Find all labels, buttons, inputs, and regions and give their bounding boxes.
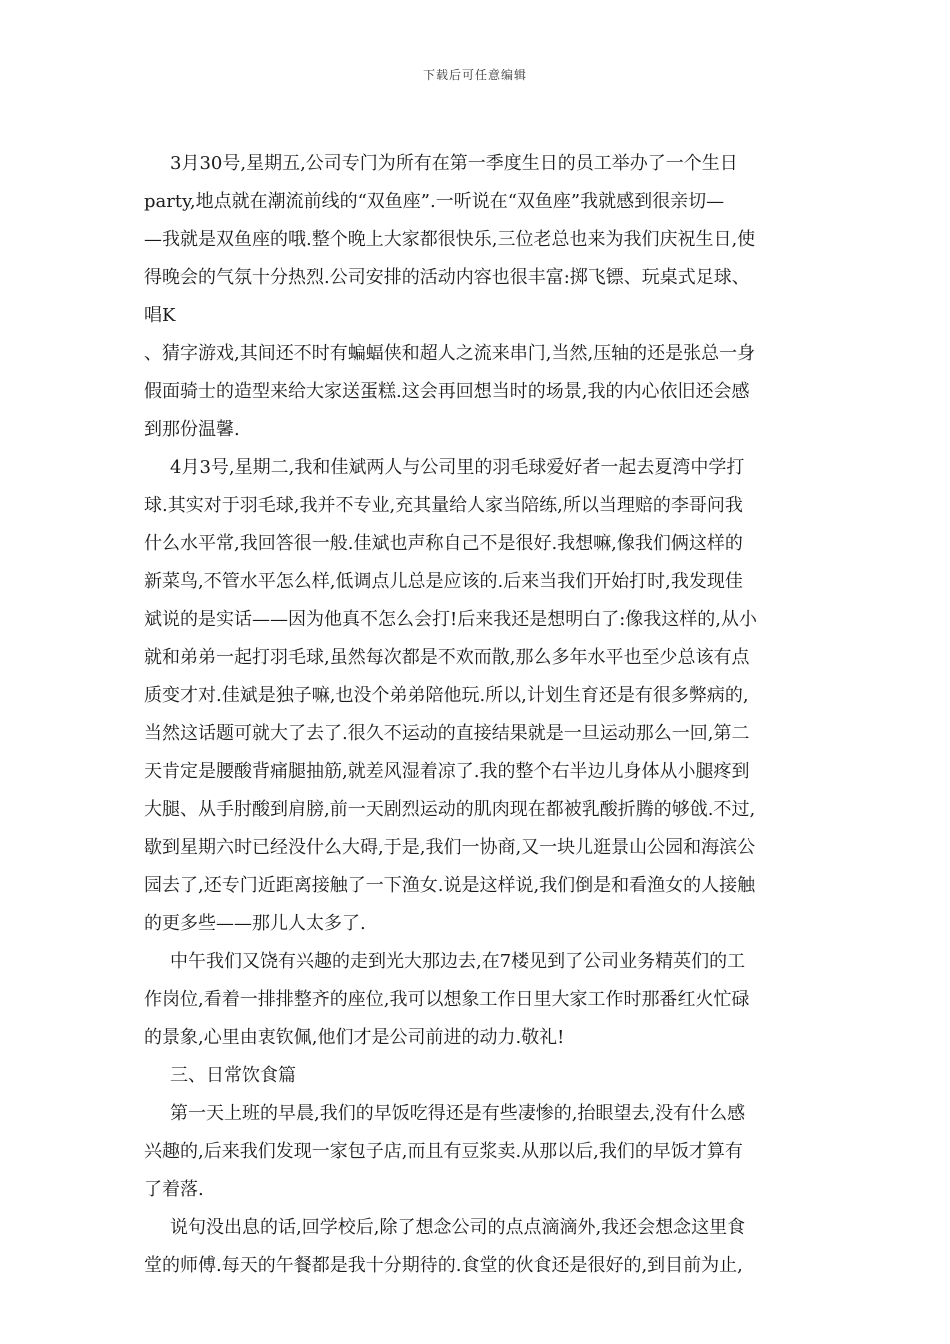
text-line: 斌说的是实话——因为他真不怎么会打!后来我还是想明白了:像我这样的,从小 xyxy=(144,609,758,630)
text-line: 球.其实对于羽毛球,我并不专业,充其量给人家当陪练,所以当理赔的李哥问我 xyxy=(144,495,743,516)
text-line: 说句没出息的话,回学校后,除了想念公司的点点滴滴外,我还会想念这里食 xyxy=(170,1217,746,1238)
text-line: 作岗位,看着一排排整齐的座位,我可以想象工作日里大家工作时那番红火忙碌 xyxy=(144,989,750,1010)
text-line: party,地点就在潮流前线的“双鱼座”.一听说在“双鱼座”我就感到很亲切— xyxy=(144,191,725,212)
text-line: 得晚会的气氛十分热烈.公司安排的活动内容也很丰富:掷飞镖、玩桌式足球、 xyxy=(144,267,750,288)
text-line: 天肯定是腰酸背痛腿抽筋,就差风湿着凉了.我的整个右半边儿身体从小腿疼到 xyxy=(144,761,750,782)
text-line: 园去了,还专门近距离接触了一下渔女.说是这样说,我们倒是和看渔女的人接触 xyxy=(144,875,756,896)
text-line: 堂的师傅.每天的午餐都是我十分期待的.食堂的伙食还是很好的,到目前为止, xyxy=(144,1255,743,1276)
text-line: 当然这话题可就大了去了.很久不运动的直接结果就是一旦运动那么一回,第二 xyxy=(144,723,750,744)
text-line: 就和弟弟一起打羽毛球,虽然每次都是不欢而散,那么多年水平也至少总该有点 xyxy=(144,647,750,668)
text-line: 中午我们又饶有兴趣的走到光大那边去,在7楼见到了公司业务精英们的工 xyxy=(170,951,746,972)
text-line: 的景象,心里由衷钦佩,他们才是公司前进的动力.敬礼! xyxy=(144,1027,565,1048)
text-line: 的更多些——那儿人太多了. xyxy=(144,913,366,934)
text-line: 大腿、从手肘酸到肩膀,前一天剧烈运动的肌肉现在都被乳酸折腾的够戗.不过, xyxy=(144,799,756,820)
document-body xyxy=(144,145,808,1285)
text-line: 了着落. xyxy=(144,1179,204,1200)
text-line: 兴趣的,后来我们发现一家包子店,而且有豆浆卖.从那以后,我们的早饭才算有 xyxy=(144,1141,743,1162)
text-line: 假面骑士的造型来给大家送蛋糕.这会再回想当时的场景,我的内心依旧还会感 xyxy=(144,381,750,402)
text-line: 歇到星期六时已经没什么大碍,于是,我们一协商,又一块儿逛景山公园和海滨公 xyxy=(144,837,756,858)
text-line: 质变才对.佳斌是独子嘛,也没个弟弟陪他玩.所以,计划生育还是有很多弊病的, xyxy=(144,685,749,706)
text-line: 3月30号,星期五,公司专门为所有在第一季度生日的员工举办了一个生日 xyxy=(170,153,738,174)
text-line: 到那份温馨. xyxy=(144,419,240,440)
text-line: 、猜字游戏,其间还不时有蝙蝠侠和超人之流来串门,当然,压轴的还是张总一身 xyxy=(144,343,756,364)
text-line: 第一天上班的早晨,我们的早饭吃得还是有些凄惨的,抬眼望去,没有什么感 xyxy=(170,1103,746,1124)
text-line: 唱K xyxy=(144,305,176,326)
text-line: —我就是双鱼座的哦.整个晚上大家都很快乐,三位老总也来为我们庆祝生日,使 xyxy=(144,229,756,250)
text-line: 三、日常饮食篇 xyxy=(170,1065,296,1086)
text-line: 4月3号,星期二,我和佳斌两人与公司里的羽毛球爱好者一起去夏湾中学打 xyxy=(170,457,745,478)
text-line: 什么水平常,我回答很一般.佳斌也声称自己不是很好.我想嘛,像我们俩这样的 xyxy=(144,533,743,554)
page-header: 下载后可任意编辑 xyxy=(422,68,527,82)
text-line: 新菜鸟,不管水平怎么样,低调点儿总是应该的.后来当我们开始打时,我发现佳 xyxy=(144,571,743,592)
